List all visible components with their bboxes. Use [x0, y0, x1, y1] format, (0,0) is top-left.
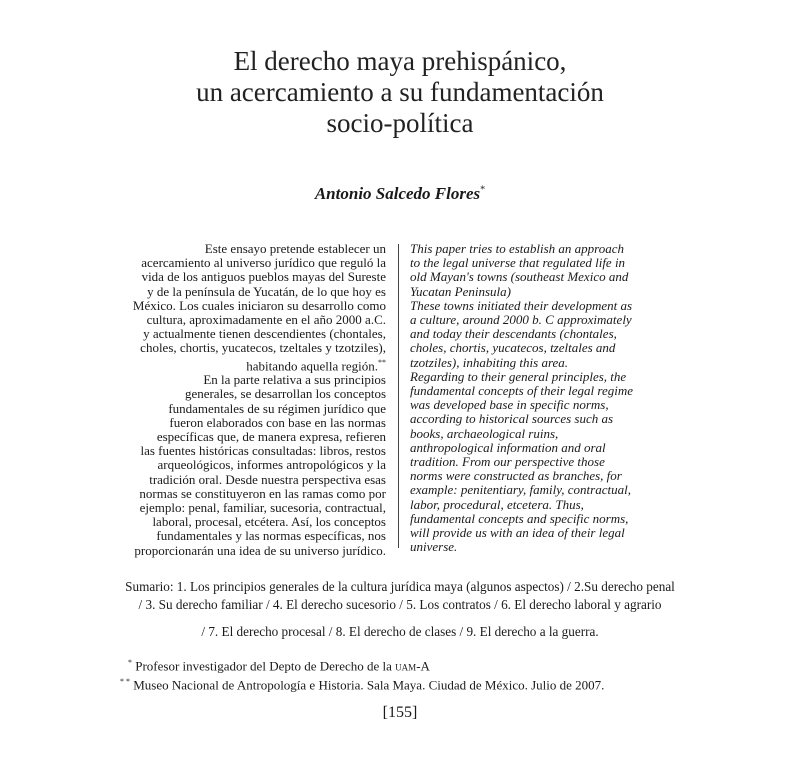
- footnote-acronym: uam: [395, 658, 417, 674]
- abstract-line: tzotziles), inhabiting this area.: [410, 354, 569, 370]
- abstract-line: example: penitentiary, family, contractual,: [410, 482, 631, 498]
- title-line: El derecho maya prehispánico,: [233, 46, 567, 76]
- abstract-line: books, archaeological ruins,: [410, 425, 559, 441]
- page-number: [155]: [382, 704, 418, 721]
- abstract-line: fundamentales y las normas específicas, nos: [156, 528, 386, 544]
- footnote: [120, 674, 680, 693]
- abstract-line: Yucatan Peninsula): [410, 283, 511, 299]
- author-name: Antonio Salcedo Flores: [314, 184, 481, 203]
- abstract-line: fundamentales de su régimen jurídico que: [168, 400, 386, 416]
- abstract-line: generales, se desarrollan los conceptos: [184, 386, 386, 402]
- author-footnote-mark: *: [480, 184, 486, 196]
- abstract-line: específicas que, de manera expresa, refieren: [156, 428, 386, 444]
- footnote-ref-mark: **: [378, 357, 386, 367]
- abstract-line: fundamental concepts and specific norms,: [410, 510, 629, 526]
- footnote-suffix: -A: [416, 658, 430, 674]
- abstract-line: a culture, around 2000 b. C approximately: [410, 312, 632, 328]
- footnote-text: Profesor investigador del Depto de Derecho de la: [135, 658, 396, 674]
- abstract-line: vida de los antiguos pueblos mayas del Sureste: [141, 269, 386, 285]
- abstract-line: and today their descendants (chontales,: [410, 326, 617, 342]
- author-line: [0, 184, 800, 204]
- abstract-line: This paper tries to establish an approach: [410, 241, 625, 256]
- abstract-line: México. Los cuales iniciaron su desarrollo como: [132, 297, 386, 313]
- abstract-line: choles, chortis, yucatecos, tzeltales and: [410, 340, 616, 356]
- footnote-mark: * *: [120, 677, 130, 687]
- abstract-line: These towns initiated their development as: [410, 297, 633, 313]
- article-title: [0, 46, 800, 139]
- summary-line: Sumario: 1. Los principios generales de la cultura jurídica maya (algunos aspectos) / 2.Su derecho penal: [125, 579, 675, 594]
- abstract-line: fundamental concepts of their legal regime: [410, 383, 633, 399]
- abstract-line: anthropological information and oral: [410, 439, 606, 455]
- title-line: un acercamiento a su fundamentación: [196, 77, 604, 107]
- abstract-line-text: habitando aquella región.: [246, 357, 378, 373]
- abstract-line: y actualmente tienen descendientes (chontales,: [143, 326, 386, 342]
- abstract-line: to the legal universe that regulated life in: [410, 255, 626, 271]
- abstract-line: Regarding to their general principles, the: [410, 368, 627, 384]
- abstract-line: labor, procedural, etcetera. Thus,: [410, 496, 584, 512]
- abstract-line: laboral, procesal, etcétera. Así, los conceptos: [152, 514, 386, 530]
- abstract-line: cultura, aproximadamente en el año 2000 a.C.: [146, 312, 386, 328]
- abstract-line: according to historical sources such as: [410, 411, 614, 427]
- column-divider: [398, 244, 399, 548]
- summary-line: / 7. El derecho procesal / 8. El derecho de clases / 9. El derecho a la guerra.: [201, 624, 599, 639]
- footnote-text: Museo Nacional de Antropología e Historia. Sala Maya. Ciudad de México. Julio de 2007.: [133, 677, 605, 693]
- abstract-spanish: [128, 242, 386, 558]
- abstract-line: universe.: [410, 539, 458, 555]
- abstract-line: Este ensayo pretende establecer un: [204, 241, 386, 256]
- abstract-line: En la parte relativa a sus principios: [203, 372, 386, 388]
- abstract-line: will provide us with an idea of their legal: [410, 525, 625, 541]
- table-of-contents-summary: [100, 578, 700, 641]
- title-line: socio-política: [326, 108, 474, 138]
- footnote-mark: *: [128, 658, 132, 667]
- abstract-line: arqueológicos, informes antropológicos y la: [157, 457, 386, 473]
- abstract-line: old Mayan's towns (southeast Mexico and: [410, 269, 629, 285]
- abstract-line: [128, 356, 386, 374]
- abstract-line: ejemplo: penal, familiar, sucesoria, contractual,: [139, 499, 386, 515]
- abstract-line: was developed base in specific norms,: [410, 397, 609, 413]
- abstract-line: las fuentes históricas consultadas: libros, restos: [140, 443, 386, 459]
- abstract-line: acercamiento al universo jurídico que reguló la: [141, 255, 386, 271]
- abstract-line: proporcionarán una idea de su universo jurídico.: [134, 542, 386, 558]
- abstract-line: y de la península de Yucatán, de lo que hoy es: [147, 283, 386, 299]
- abstract-line: tradition. From our perspective those: [410, 454, 605, 470]
- summary-line: / 3. Su derecho familiar / 4. El derecho sucesorio / 5. Los contratos / 6. El derecho laboral y agrario: [138, 597, 662, 612]
- abstract-line: fueron elaborados con base en las normas: [169, 414, 386, 430]
- footnote: [120, 655, 680, 674]
- abstract-line: normas se constituyeron en las ramas como por: [139, 485, 386, 501]
- abstract-line: tradición oral. Desde nuestra perspectiva esas: [149, 471, 386, 487]
- footnotes: [120, 655, 680, 694]
- abstract-line: norms were constructed as branches, for: [410, 468, 622, 484]
- abstract-line: choles, chortis, yucatecos, tzeltales y tzotziles),: [140, 340, 386, 356]
- abstract-english: [410, 242, 670, 554]
